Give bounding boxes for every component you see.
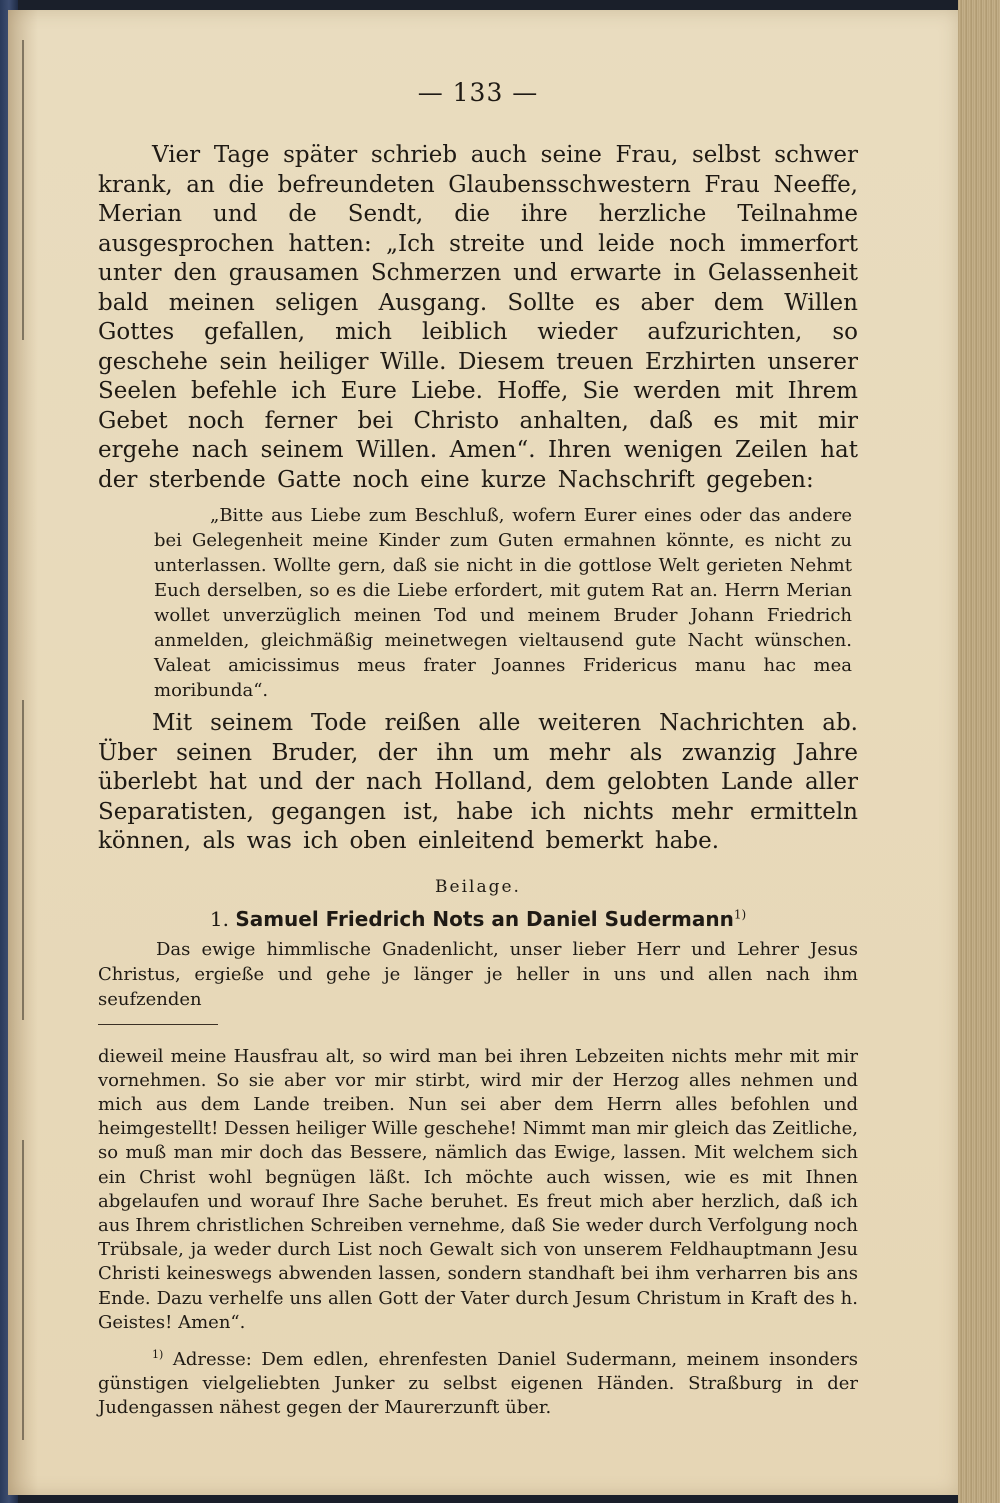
body-paragraph-2: Mit seinem Tode reißen alle weiteren Nachrichten ab. Über seinen Bruder, der ihn um mehr als zwanzig Jahre überlebt hat und der nach Holland, dem gelobten Lande aller Separatisten, gegangen ist, habe ich nichts mehr ermitteln können, als was ich oben einleitend bemerkt habe. bbox=[98, 710, 858, 854]
footnote-continuation: dieweil meine Hausfrau alt, so wird man bei ihren Lebzeiten nichts mehr mit mir vornehmen. So sie aber vor mir stirbt, wird mir der Herzog alles nehmen und mich aus dem Lande treiben. Nun sei aber dem Herrn alles befohlen und heimgestellt! Dessen heiliger Wille geschehe! Nimmt man mir gleich das Zeitliche, so muß man mir doch das Bessere, nämlich das Ewige, lassen. Mit welchem sich ein Christ wohl begnügen läßt. Ich möchte auch wissen, wie es mit Ihnen abgelaufen und worauf Ihre Sache beruhet. Es freut mich aber herzlich, daß ich aus Ihrem christlichen Schreiben vernehme, daß Sie weder durch Verfolgung noch Trübsale, ja weder durch List noch Gewalt sich von unserem Feldhauptmann Jesu Christi keineswegs abwenden lassen, sondern standhaft bei ihm verharren bis ans Ende. Dazu verhelfe uns allen Gott der Vater durch Jesum Christum in Kraft des h. Geistes! Amen“. bbox=[98, 1045, 858, 1333]
page-content bbox=[98, 78, 858, 1421]
footnote-divider bbox=[98, 1024, 218, 1025]
letter-title-footnote-mark: 1) bbox=[733, 906, 747, 921]
footnote-text: Adresse: Dem edlen, ehrenfesten Daniel Sudermann, meinem insonders günstigen vielgeliebten Junker zu selbst eigenen Händen. Straßburg in der Judengassen nähest gegen der Maurerzunft über. bbox=[98, 1348, 858, 1419]
letter-title-text: Samuel Friedrich Nots an Daniel Sudermann bbox=[235, 906, 734, 931]
page-number: — 133 — bbox=[417, 78, 539, 107]
quoted-postscript: „Bitte aus Liebe zum Beschluß, wofern Eurer eines oder das andere bei Gelegenheit meine Kinder zum Guten ermahnen könnte, es nicht zu unterlassen. Wollte gern, daß sie nicht in die gottlose Welt gerieten Nehmt Euch derselben, so es die Liebe erfordert, mit gutem Rat an. Herrn Merian wollet unverzüglich meinen Tod und meinem Bruder Johann Friedrich anmelden, gleichmäßig meinetwegen vieltausend gute Nacht wünschen. Valeat amicissimus meus frater Joannes Fridericus manu hac mea moribunda“. bbox=[154, 505, 852, 701]
appendix-heading: Beilage. bbox=[435, 876, 521, 897]
margin-line bbox=[22, 700, 24, 1020]
letter-text: Das ewige himmlische Gnadenlicht, unser lieber Herr und Lehrer Jesus Christus, ergieße und gehe je länger je heller in uns und allen nach ihm seufzenden bbox=[98, 938, 858, 1010]
margin-line bbox=[22, 1140, 24, 1440]
letter-title bbox=[98, 907, 858, 931]
letter-number: 1. bbox=[209, 906, 229, 931]
footnote bbox=[98, 1343, 858, 1421]
footnote-mark: 1) bbox=[152, 1347, 164, 1361]
margin-line bbox=[22, 40, 24, 340]
body-paragraph-1: Vier Tage später schrieb auch seine Frau, selbst schwer krank, an die befreundeten Glaubensschwestern Frau Neeffe, Merian und de Sendt, die ihre herzliche Teilnahme ausgesprochen hatten: „Ich streite und leide noch immerfort unter den grausamen Schmerzen und erwarte in Gelassenheit bald meinen seligen Ausgang. Sollte es aber dem Willen Gottes gefallen, mich leiblich wieder aufzurichten, so geschehe sein heiliger Wille. Diesem treuen Erzhirten unserer Seelen befehle ich Eure Liebe. Hoffe, Sie werden mit Ihrem Gebet noch ferner bei Christo anhalten, daß es mit mir ergehe nach seinem Willen. Amen“. Ihren wenigen Zeilen hat der sterbende Gatte noch eine kurze Nachschrift gegeben: bbox=[98, 142, 858, 493]
page-edges bbox=[958, 0, 1000, 1503]
